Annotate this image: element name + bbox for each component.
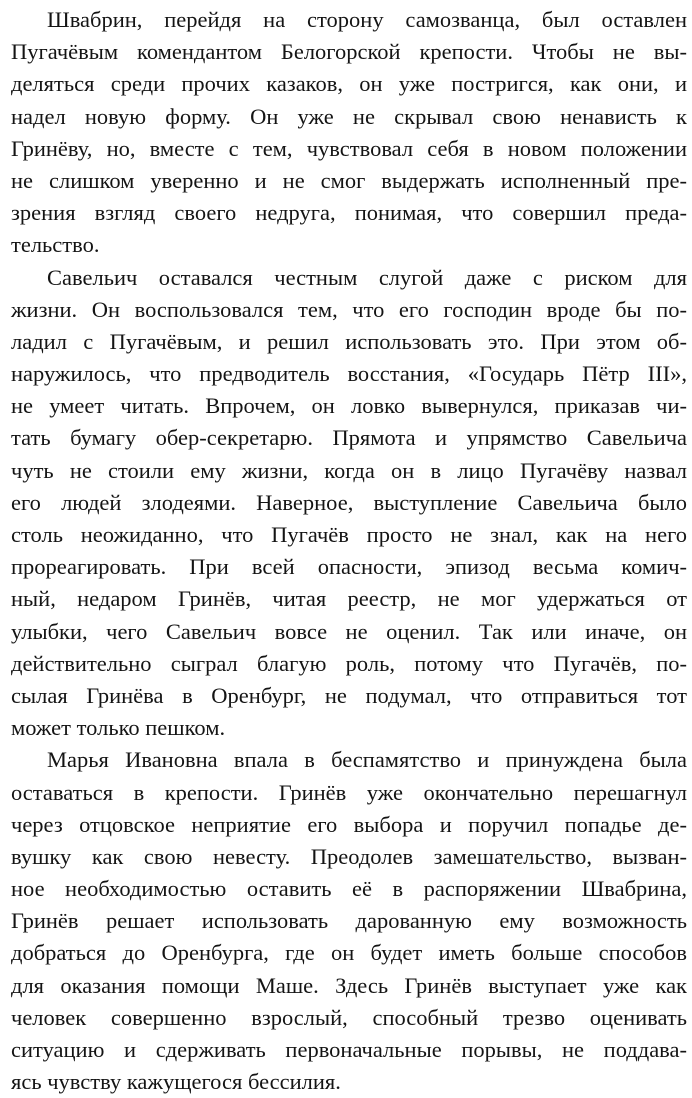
text-line: Савельич оставался честным слугой даже с риском для: [47, 264, 687, 290]
text-line: ситуацию и сдерживать первоначальные порывы, не поддава-: [11, 1037, 687, 1062]
text-line: Гринёву, но, вместе с тем, чувствовал себя в новом положении: [11, 135, 687, 161]
paragraph-3: [11, 744, 687, 1098]
text-line: оставаться в крепости. Гринёв уже окончательно перешагнул: [11, 779, 687, 805]
text-line: Швабрин, перейдя на сторону самозванца, был оставлен: [47, 7, 687, 32]
text-line: зрения взгляд своего недруга, понимая, что совершил преда-: [11, 200, 687, 226]
text-line: Пугачёвым комендантом Белогорской крепости. Чтобы не вы-: [11, 39, 687, 65]
text-line: ное необходимостью оставить её в распоряжении Швабрина,: [11, 876, 687, 902]
text-line: может только пешком.: [11, 715, 226, 741]
text-line: ладил с Пугачёвым, и решил использовать это. При этом об-: [11, 328, 687, 354]
text-line: Марья Ивановна впала в беспамятство и принуждена была: [47, 747, 687, 773]
document-page: [11, 4, 687, 1098]
text-line: действительно сыграл благую роль, потому что Пугачёв, по-: [11, 650, 687, 676]
text-line: для оказания помощи Маше. Здесь Гринёв выступает уже как: [11, 972, 687, 998]
text-line: столь неожиданно, что Пугачёв просто не знал, как на него: [11, 522, 687, 547]
text-line: ясь чувству кажущегося бессилия.: [11, 1069, 341, 1095]
text-line: вушку как свою невесту. Преодолев замешательство, вызван-: [11, 843, 687, 869]
text-line: ный, недаром Гринёв, читая реестр, не мог удержаться от: [11, 586, 687, 612]
text-line: тать бумагу обер-секретарю. Прямота и упрямство Савельича: [11, 425, 687, 451]
text-line: Гринёв решает использовать дарованную ему возможность: [11, 908, 687, 934]
text-line: не умеет читать. Впрочем, он ловко вывернулся, приказав чи-: [11, 393, 687, 419]
text-line: человек совершенно взрослый, способный трезво оценивать: [11, 1004, 687, 1030]
paragraph-2: [11, 262, 687, 745]
text-line: деляться среди прочих казаков, он уже постригся, как они, и: [11, 71, 687, 97]
text-line: наружилось, что предводитель восстания, «Государь Пётр III»,: [11, 361, 687, 387]
text-line: не слишком уверенно и не смог выдержать исполненный пре-: [11, 167, 687, 193]
text-line: чуть не стоили ему жизни, когда он в лицо Пугачёву назвал: [11, 457, 687, 483]
text-line: добраться до Оренбурга, где он будет иметь больше способов: [11, 940, 687, 966]
text-line: жизни. Он воспользовался тем, что его господин вроде бы по-: [11, 296, 687, 322]
text-line: его людей злодеями. Наверное, выступление Савельича было: [11, 489, 687, 515]
text-line: сылая Гринёва в Оренбург, не подумал, что отправиться тот: [11, 682, 687, 708]
text-line: улыбки, чего Савельич вовсе не оценил. Так или иначе, он: [11, 618, 687, 644]
text-line: надел новую форму. Он уже не скрывал свою ненависть к: [11, 103, 687, 129]
text-line: тельство.: [11, 232, 100, 258]
text-line: прореагировать. При всей опасности, эпизод весьма комич-: [11, 554, 687, 580]
paragraph-1: [11, 4, 687, 262]
text-line: через отцовское неприятие его выбора и поручил попадье де-: [11, 811, 687, 837]
